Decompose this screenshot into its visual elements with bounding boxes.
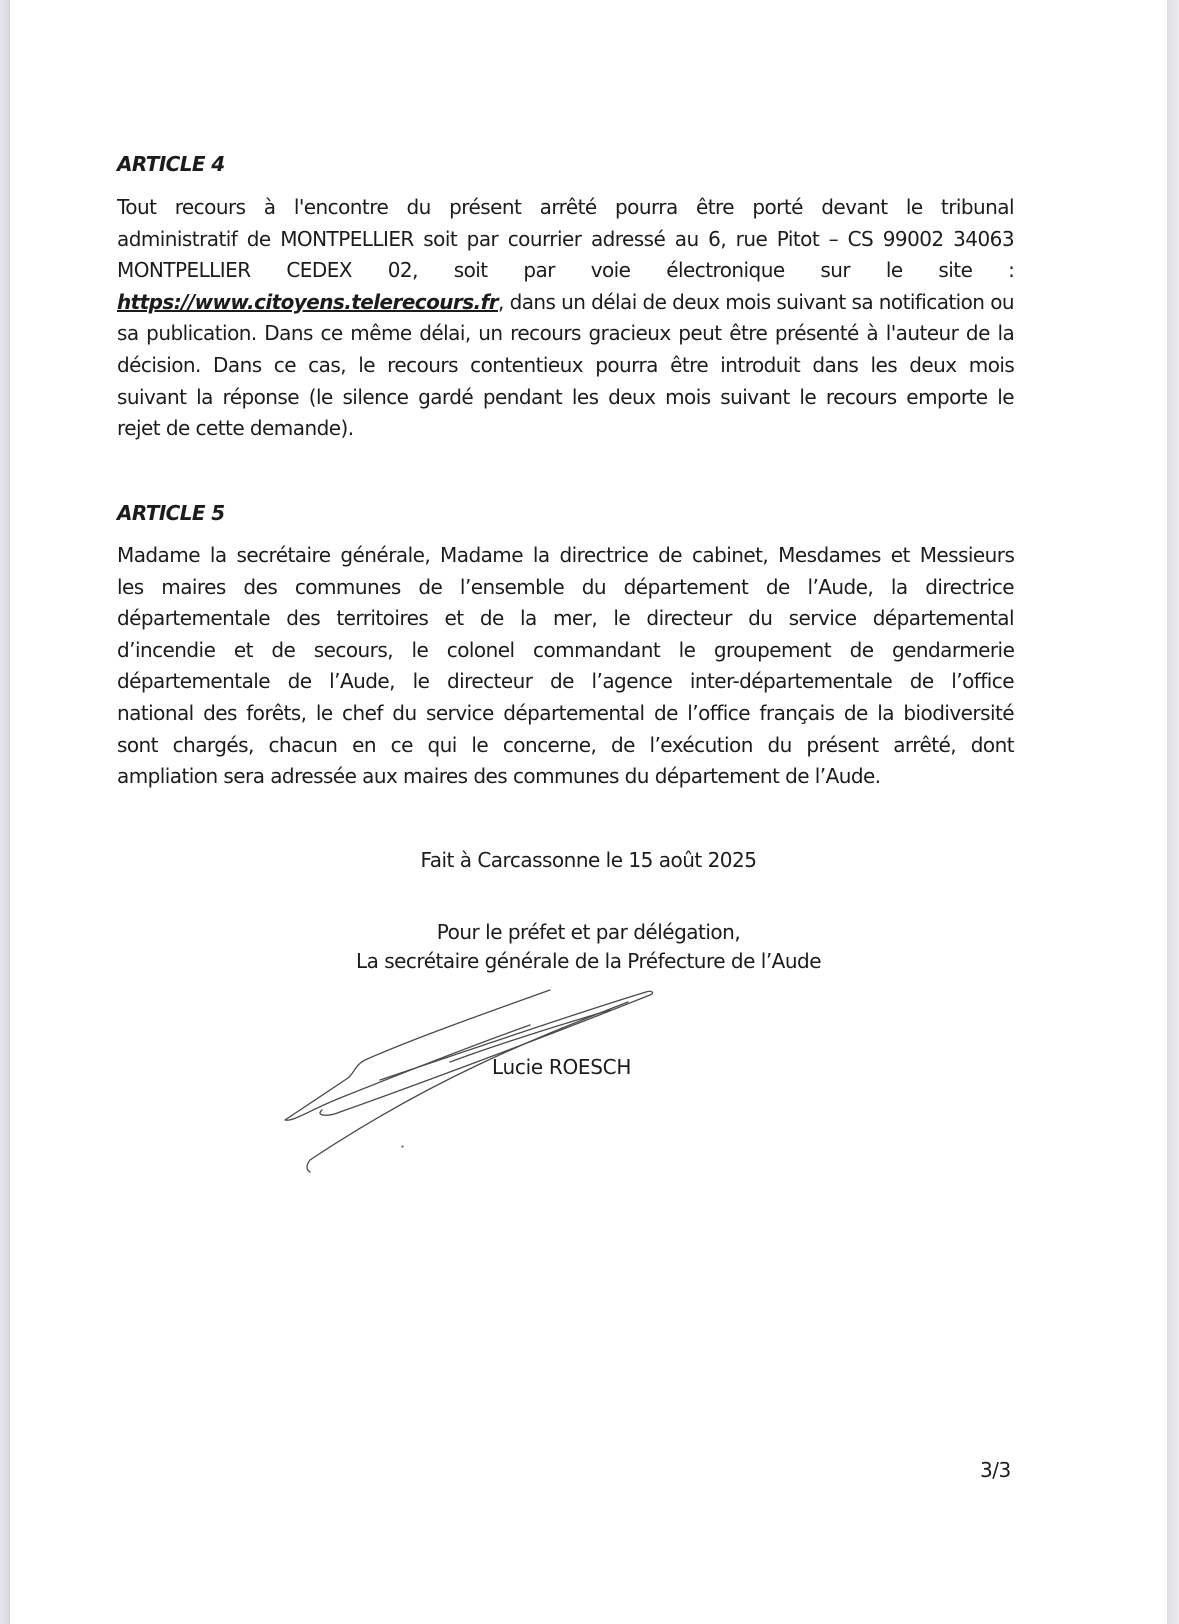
article-4-line-5: sa publication. Dans ce même délai, un recours gracieux peut être présenté à l'auteur de la (117, 321, 1015, 346)
telerecours-link[interactable]: https://www.citoyens.telerecours.fr (117, 289, 498, 314)
article-4-line-1: Tout recours à l'encontre du présent arrêté pourra être porté devant le tribunal (117, 195, 1014, 219)
article-5-line-2: les maires des communes de l’ensemble du département de l’Aude, la directrice (117, 574, 1014, 599)
article-4-line-3: MONTPELLIER CEDEX 02, soit par voie électronique sur le site : (117, 258, 1015, 283)
article-4-line-4-rest: , dans un délai de deux mois suivant sa notification ou (498, 289, 1014, 314)
page-number: 3/3 (980, 1458, 1011, 1482)
signatory-name: Lucie ROESCH (492, 1055, 632, 1079)
article-4-body (117, 192, 1014, 445)
delegation-line-2: La secrétaire générale de la Préfecture de l’Aude (355, 949, 822, 973)
article-5-line-4: d’incendie et de secours, le colonel commandant le groupement de gendarmerie (117, 637, 1015, 662)
article-5-line-1: Madame la secrétaire générale, Madame la directrice de cabinet, Mesdames et Messieurs (117, 543, 1015, 567)
article-4-line-8: rejet de cette demande). (117, 416, 354, 441)
article-5-line-3: départementale des territoires et de la mer, le directeur du service départemental (117, 606, 1014, 631)
article-5-body (117, 540, 1014, 793)
article-4-line-4 (117, 287, 1014, 319)
article-5-line-8: ampliation sera adressée aux maires des communes du département de l’Aude. (117, 764, 881, 789)
article-5-heading: ARTICLE 5 (117, 501, 225, 525)
place-date: Fait à Carcassonne le 15 août 2025 (420, 848, 757, 872)
article-5-line-6: national des forêts, le chef du service départemental de l’office français de la biodiversité (117, 700, 1014, 725)
viewer-right-edge (1167, 0, 1179, 1624)
document-page (10, 0, 1167, 1624)
article-4-line-6: décision. Dans ce cas, le recours contentieux pourra être introduit dans les deux mois (117, 352, 1015, 377)
article-5-line-5: départementale de l’Aude, le directeur de l’agence inter-départementale de l’office (117, 669, 1014, 694)
delegation-line-1: Pour le préfet et par délégation, (436, 920, 741, 944)
article-4-line-7: suivant la réponse (le silence gardé pendant les deux mois suivant le recours emporte le (117, 384, 1014, 409)
article-4-line-2: administratif de MONTPELLIER soit par courrier adressé au 6, rue Pitot – CS 99002 34063 (117, 226, 1014, 251)
article-4-heading: ARTICLE 4 (117, 152, 225, 176)
article-5-line-7: sont chargés, chacun en ce qui le concerne, de l’exécution du présent arrêté, dont (117, 732, 1015, 757)
viewer-left-edge (0, 0, 10, 1624)
